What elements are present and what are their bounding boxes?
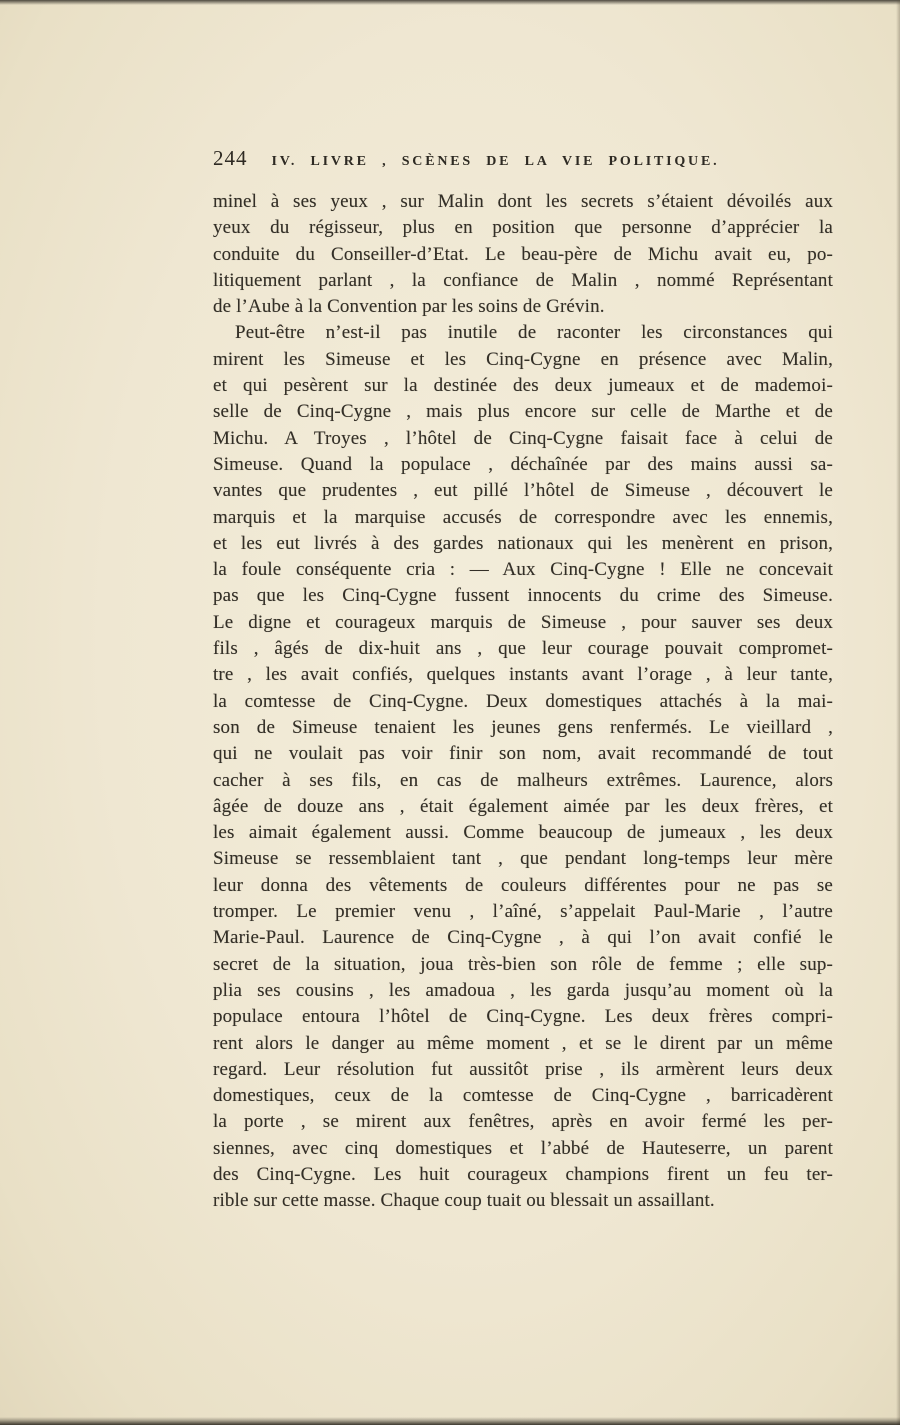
text-line: âgée de douze ans , était également aimée par les deux frères, et	[213, 795, 833, 817]
text-line: la comtesse de Cinq-Cygne. Deux domestiques attachés à la mai-	[213, 690, 833, 712]
text-line: tromper. Le premier venu , l’aîné, s’appelait Paul-Marie , l’autre	[213, 901, 833, 923]
text-line: domestiques, ceux de la comtesse de Cinq-Cygne , barricadèrent	[213, 1085, 833, 1107]
text-line: vantes que prudentes , eut pillé l’hôtel de Simeuse , découvert le	[213, 480, 833, 502]
text-line: Marie-Paul. Laurence de Cinq-Cygne , à qui l’on avait confié le	[213, 927, 833, 949]
text-line: tre , les avait confiés, quelques instants avant l’orage , à leur tante,	[213, 664, 833, 686]
text-line: marquis et la marquise accusés de correspondre avec les ennemis,	[213, 506, 833, 528]
text-line: litiquement parlant , la confiance de Malin , nommé Représentant	[213, 269, 833, 291]
text-line: la foule conséquente cria : — Aux Cinq-Cygne ! Elle ne concevait	[213, 559, 833, 581]
text-line: populace entoura l’hôtel de Cinq-Cygne. Les deux frères compri-	[213, 1006, 833, 1028]
text-line: les aimait également aussi. Comme beaucoup de jumeaux , les deux	[213, 822, 833, 844]
text-line: de l’Aube à la Convention par les soins de Grévin.	[213, 296, 605, 318]
text-line: fils , âgés de dix-huit ans , que leur courage pouvait compromet-	[213, 638, 833, 660]
page-header	[213, 146, 833, 176]
running-title: IV. LIVRE , SCÈNES DE LA VIE POLITIQUE.	[271, 154, 720, 169]
text-line: Simeuse se ressemblaient tant , que pendant long-temps leur mère	[213, 848, 833, 870]
text-line: regard. Leur résolution fut aussitôt prise , ils armèrent leurs deux	[213, 1058, 833, 1080]
text-line: Le digne et courageux marquis de Simeuse , pour sauver ses deux	[213, 611, 833, 633]
page-content	[213, 146, 833, 1215]
text-line: la porte , se mirent aux fenêtres, après en avoir fermé les per-	[213, 1111, 833, 1133]
scan-edge-right	[896, 0, 900, 1425]
text-line: et qui pesèrent sur la destinée des deux jumeaux et de mademoi-	[213, 375, 833, 397]
text-line: rent alors le danger au même moment , et se le dirent par un même	[213, 1032, 833, 1054]
text-line: Peut-être n’est-il pas inutile de raconter les circonstances qui	[235, 322, 833, 344]
text-line: pas que les Cinq-Cygne fussent innocents du crime des Simeuse.	[213, 585, 833, 607]
scan-edge-top	[0, 0, 900, 5]
scan-edge-bottom	[0, 1417, 900, 1425]
text-line: Simeuse. Quand la populace , déchaînée par des mains aussi sa-	[213, 453, 833, 475]
text-line: conduite du Conseiller-d’Etat. Le beau-père de Michu avait eu, po-	[213, 243, 833, 265]
text-line: leur donna des vêtements de couleurs différentes pour ne pas se	[213, 874, 833, 896]
text-line: son de Simeuse tenaient les jeunes gens renfermés. Le vieillard ,	[213, 716, 833, 738]
text-line: minel à ses yeux , sur Malin dont les secrets s’étaient dévoilés aux	[213, 191, 833, 212]
text-line: yeux du régisseur, plus en position que personne d’apprécier la	[213, 217, 833, 239]
text-line: Michu. A Troyes , l’hôtel de Cinq-Cygne faisait face à celui de	[213, 427, 833, 449]
text-line: siennes, avec cinq domestiques et l’abbé de Hauteserre, un parent	[213, 1137, 833, 1159]
text-line: des Cinq-Cygne. Les huit courageux champions firent un feu ter-	[213, 1163, 833, 1185]
text-line: qui ne voulait pas voir finir son nom, avait recommandé de tout	[213, 743, 833, 765]
text-line: rible sur cette masse. Chaque coup tuait ou blessait un assaillant.	[213, 1190, 715, 1212]
body-text	[213, 189, 833, 1215]
text-line: cacher à ses fils, en cas de malheurs extrêmes. Laurence, alors	[213, 769, 833, 791]
text-line: mirent les Simeuse et les Cinq-Cygne en présence avec Malin,	[213, 348, 833, 370]
text-line: et les eut livrés à des gardes nationaux qui les menèrent en prison,	[213, 532, 833, 554]
text-line: plia ses cousins , les amadoua , les garda jusqu’au moment où la	[213, 979, 833, 1001]
page-number: 244	[213, 146, 248, 170]
text-line: secret de la situation, joua très-bien son rôle de femme ; elle sup-	[213, 953, 833, 975]
text-line: selle de Cinq-Cygne , mais plus encore sur celle de Marthe et de	[213, 401, 833, 423]
